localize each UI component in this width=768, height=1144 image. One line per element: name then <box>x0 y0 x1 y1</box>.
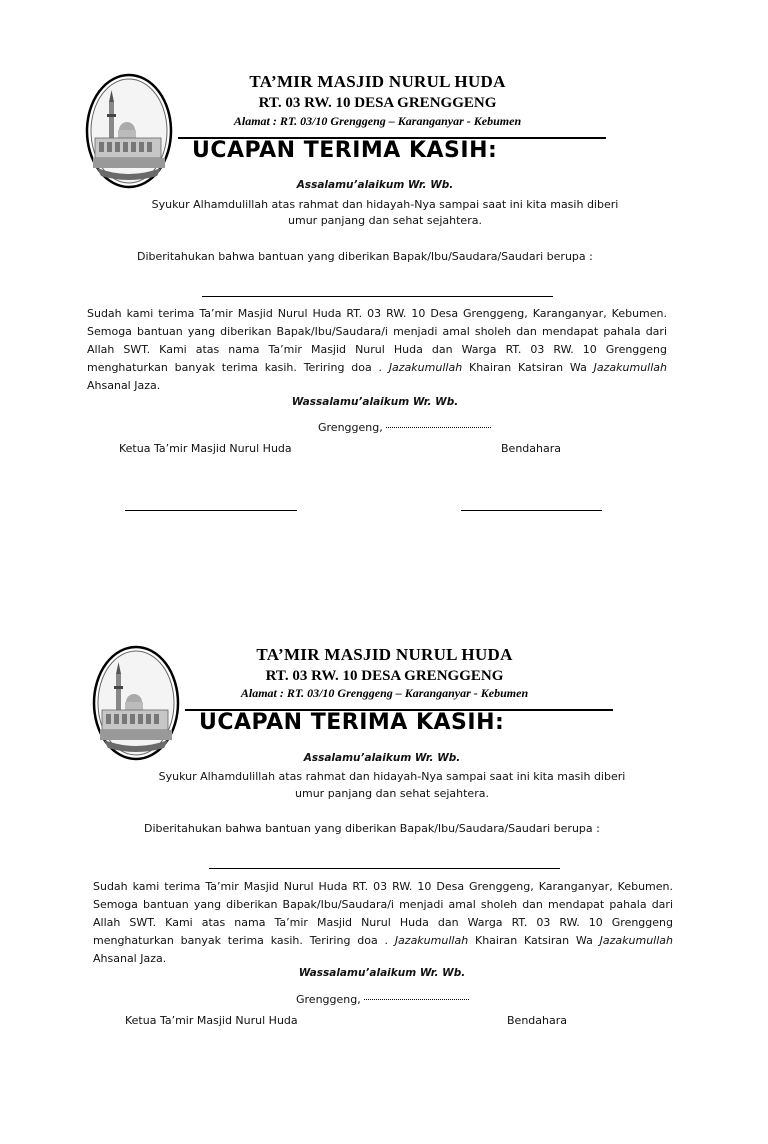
letter-title: UCAPAN TERIMA KASIH: <box>199 710 505 735</box>
organization-address: Alamat : RT. 03/10 Grenggeng – Karanganyar - Kebumen <box>240 686 529 700</box>
organization-address: Alamat : RT. 03/10 Grenggeng – Karanganyar - Kebumen <box>233 114 522 128</box>
mosque-logo-icon <box>85 72 173 190</box>
donation-blank-line <box>202 296 553 297</box>
mosque-logo-icon <box>92 644 180 762</box>
greeting: Assalamu’alaikum Wr. Wb. <box>296 179 454 191</box>
signer-treasurer-label: Bendahara <box>507 1014 567 1027</box>
letter-body: Sudah kami terima Ta’mir Masjid Nurul Huda RT. 03 RW. 10 Desa Grenggeng, Karanganyar, Kebumen. Semoga bantuan yang diberikan Bapak/Ibu/Saudara/i menjadi amal sholeh dan mendapat pahala dari Allah SWT. Kami atas nama Ta’mir Masjid Nurul Huda dan Warga RT. 03 RW. 10 Grenggeng menghaturkan banyak terima kasih. Teriring doa . Jazakumullah Khairan Katsiran Wa Jazakumullah Ahsanal Jaza. <box>87 307 667 392</box>
gratitude-line-2: umur panjang dan sehat sejahtera. <box>295 787 489 800</box>
closing-greeting: Wassalamu’alaikum Wr. Wb. <box>298 967 466 979</box>
date-place: Grenggeng, <box>296 993 469 1006</box>
organization-name: TA’MIR MASJID NURUL HUDA <box>249 72 506 91</box>
greeting: Assalamu’alaikum Wr. Wb. <box>303 752 461 764</box>
organization-rt: RT. 03 RW. 10 DESA GRENGGENG <box>265 668 504 684</box>
date-blank <box>386 427 491 428</box>
gratitude-line-1: Syukur Alhamdulillah atas rahmat dan hidayah-Nya sampai saat ini kita masih diberi <box>151 198 619 211</box>
donation-notice: Diberitahukan bahwa bantuan yang diberikan Bapak/Ibu/Saudara/Saudari berupa : <box>144 822 600 835</box>
signature-line-chairman <box>125 510 297 511</box>
date-place: Grenggeng, <box>318 421 491 434</box>
signer-chairman-label: Ketua Ta’mir Masjid Nurul Huda <box>125 1014 298 1027</box>
organization-name: TA’MIR MASJID NURUL HUDA <box>256 645 513 664</box>
gratitude-line-2: umur panjang dan sehat sejahtera. <box>288 214 482 227</box>
organization-rt: RT. 03 RW. 10 DESA GRENGGENG <box>258 95 497 111</box>
letter-title: UCAPAN TERIMA KASIH: <box>192 138 498 163</box>
donation-notice: Diberitahukan bahwa bantuan yang diberikan Bapak/Ibu/Saudara/Saudari berupa : <box>137 250 593 263</box>
signature-line-treasurer <box>461 510 602 511</box>
closing-greeting: Wassalamu’alaikum Wr. Wb. <box>291 396 459 408</box>
thank-you-letter-2 <box>0 572 768 1144</box>
signer-chairman-label: Ketua Ta’mir Masjid Nurul Huda <box>119 442 292 455</box>
date-blank <box>364 999 469 1000</box>
gratitude-line-1: Syukur Alhamdulillah atas rahmat dan hidayah-Nya sampai saat ini kita masih diberi <box>158 770 626 783</box>
donation-blank-line <box>209 868 560 869</box>
signer-treasurer-label: Bendahara <box>501 442 561 455</box>
letter-body: Sudah kami terima Ta’mir Masjid Nurul Huda RT. 03 RW. 10 Desa Grenggeng, Karanganyar, Kebumen. Semoga bantuan yang diberikan Bapak/Ibu/Saudara/i menjadi amal sholeh dan mendapat pahala dari Allah SWT. Kami atas nama Ta’mir Masjid Nurul Huda dan Warga RT. 03 RW. 10 Grenggeng menghaturkan banyak terima kasih. Teriring doa . Jazakumullah Khairan Katsiran Wa Jazakumullah Ahsanal Jaza. <box>93 880 673 965</box>
